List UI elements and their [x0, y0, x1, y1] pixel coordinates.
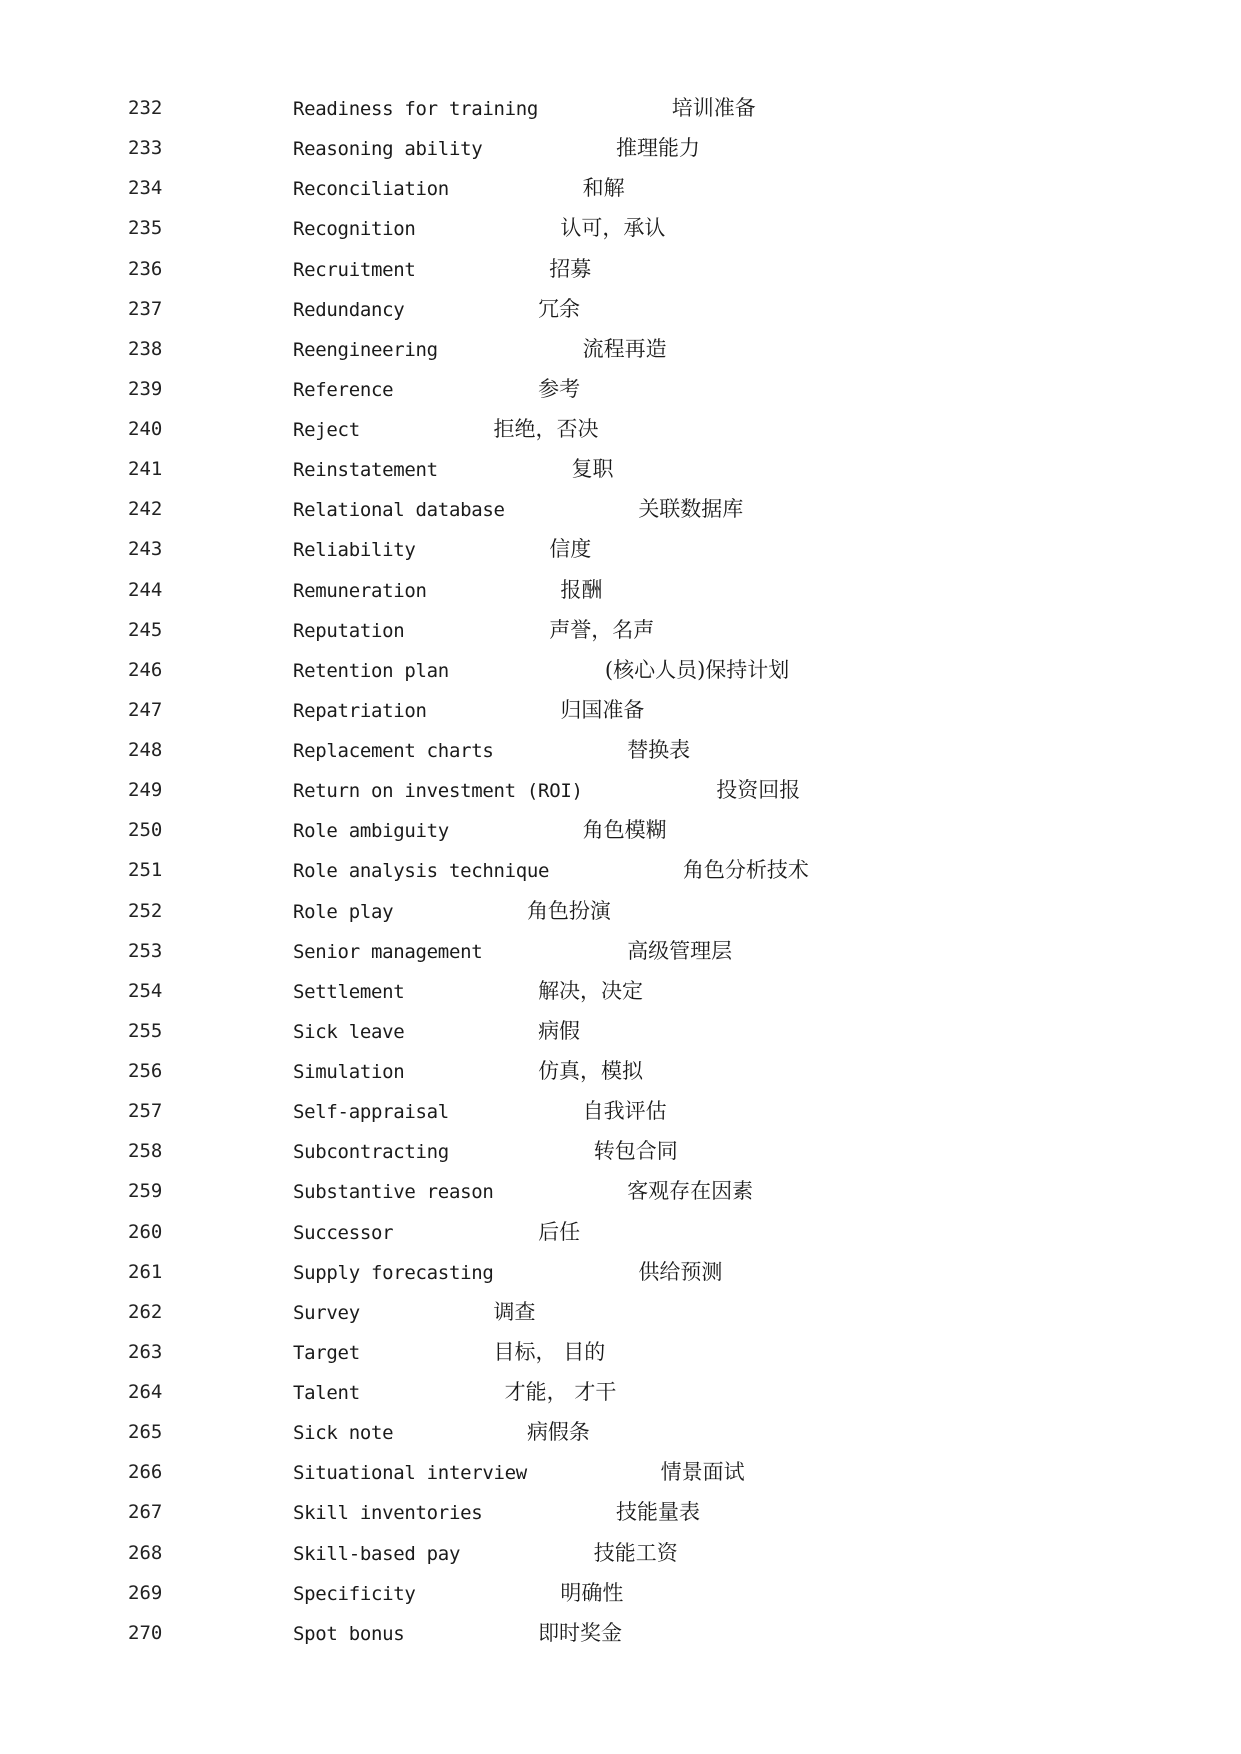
chinese-translation: 声誉，名声: [549, 617, 655, 642]
term-line: [293, 979, 643, 1005]
term-line: [293, 537, 591, 563]
english-term: Reference: [293, 378, 394, 401]
entry-number: 234: [128, 177, 163, 200]
chinese-translation: 报酬: [560, 577, 603, 602]
chinese-translation: 转包合同: [593, 1139, 678, 1164]
chinese-translation: 调查: [493, 1299, 536, 1324]
english-term: Reputation: [293, 619, 405, 642]
list-item: [0, 778, 1241, 818]
term-spacer: [393, 379, 538, 401]
term-line: [293, 939, 732, 965]
chinese-translation: 信度: [549, 537, 592, 562]
english-term: Role analysis technique: [293, 860, 550, 883]
english-term: Senior management: [293, 940, 483, 963]
term-line: [293, 738, 690, 764]
term-line: [293, 1099, 667, 1125]
chinese-translation: 技能量表: [616, 1500, 701, 1525]
list-item: [0, 939, 1241, 979]
entry-number: 235: [128, 217, 163, 240]
term-spacer: [416, 259, 550, 281]
term-spacer: [416, 218, 561, 240]
list-item: [0, 979, 1241, 1019]
term-line: [293, 417, 599, 443]
chinese-translation: 冗余: [538, 296, 581, 321]
term-line: [293, 377, 580, 403]
entry-number: 264: [128, 1381, 163, 1403]
list-item: [0, 1220, 1241, 1260]
term-spacer: [427, 580, 561, 602]
term-line: [293, 1581, 623, 1607]
chinese-translation: 角色扮演: [526, 898, 611, 923]
entry-number: 259: [128, 1180, 163, 1203]
english-term: Supply forecasting: [293, 1261, 494, 1284]
term-spacer: [393, 1222, 538, 1244]
list-item: [0, 1260, 1241, 1300]
entry-number: 249: [128, 779, 163, 802]
english-term: Spot bonus: [293, 1622, 405, 1645]
english-term: Skill-based pay: [293, 1542, 461, 1565]
chinese-translation: 病假条: [526, 1420, 590, 1445]
list-item: [0, 1541, 1241, 1581]
list-item: [0, 1139, 1241, 1179]
entry-number: 241: [128, 458, 163, 481]
english-term: Role ambiguity: [293, 820, 449, 843]
term-spacer: [538, 98, 672, 120]
chinese-translation: 归国准备: [560, 697, 645, 722]
english-term: Subcontracting: [293, 1141, 449, 1164]
entry-number: 252: [128, 899, 163, 922]
english-term: Relational database: [293, 499, 505, 522]
term-spacer: [393, 1422, 527, 1444]
term-line: [293, 618, 654, 644]
entry-number: 233: [128, 137, 163, 160]
term-spacer: [404, 1061, 538, 1083]
entry-number: 256: [128, 1060, 163, 1082]
term-line: [293, 698, 644, 724]
term-spacer: [527, 1462, 661, 1484]
english-term: Reliability: [293, 539, 416, 562]
entry-number: 263: [128, 1340, 163, 1363]
term-line: [293, 1300, 536, 1326]
term-line: [293, 1220, 580, 1246]
chinese-translation: 后任: [538, 1219, 581, 1244]
term-line: [293, 1621, 622, 1647]
term-spacer: [404, 1021, 538, 1043]
list-item: [0, 618, 1241, 658]
chinese-translation: 解决，决定: [538, 978, 644, 1003]
english-term: Substantive reason: [293, 1181, 494, 1204]
list-item: [0, 337, 1241, 377]
term-spacer: [583, 780, 717, 802]
entry-number: 245: [128, 618, 163, 641]
chinese-translation: 明确性: [560, 1580, 624, 1605]
english-term: Reengineering: [293, 338, 438, 361]
term-spacer: [360, 1382, 505, 1404]
english-term: Reasoning ability: [293, 138, 483, 161]
term-line: [293, 297, 580, 323]
list-item: [0, 698, 1241, 738]
list-item: [0, 1059, 1241, 1099]
english-term: Survey: [293, 1301, 360, 1324]
term-line: [293, 899, 611, 925]
chinese-translation: 技能工资: [593, 1540, 678, 1565]
entry-number: 239: [128, 377, 163, 400]
list-item: [0, 176, 1241, 216]
term-spacer: [482, 138, 616, 160]
term-spacer: [438, 459, 572, 481]
term-spacer: [404, 981, 538, 1003]
english-term: Recognition: [293, 218, 416, 241]
list-item: [0, 1380, 1241, 1420]
list-item: [0, 417, 1241, 457]
chinese-translation: 才能， 才干: [504, 1380, 617, 1404]
list-item: [0, 96, 1241, 136]
english-term: Reject: [293, 419, 360, 441]
term-line: [293, 1500, 700, 1526]
term-spacer: [416, 1583, 561, 1605]
list-item: [0, 297, 1241, 337]
entry-number: 253: [128, 939, 163, 962]
english-term: Simulation: [293, 1061, 405, 1083]
term-spacer: [416, 539, 550, 561]
term-spacer: [449, 1141, 594, 1163]
term-spacer: [482, 1502, 616, 1524]
chinese-translation: 即时奖金: [538, 1620, 623, 1645]
english-term: Successor: [293, 1221, 394, 1244]
term-line: [293, 578, 602, 604]
english-term: Repatriation: [293, 699, 427, 722]
list-item: [0, 578, 1241, 618]
list-item: [0, 818, 1241, 858]
term-line: [293, 216, 665, 242]
term-spacer: [360, 1302, 494, 1324]
entry-number: 270: [128, 1621, 163, 1644]
term-spacer: [494, 1181, 628, 1203]
english-term: Specificity: [293, 1582, 416, 1605]
english-term: Skill inventories: [293, 1502, 483, 1525]
term-spacer: [427, 700, 561, 722]
term-spacer: [438, 339, 583, 361]
term-spacer: [404, 620, 549, 642]
term-line: [293, 1460, 745, 1486]
entry-number: 240: [128, 418, 163, 440]
list-item: [0, 1300, 1241, 1340]
chinese-translation: 客观存在因素: [627, 1179, 754, 1204]
term-line: [293, 457, 613, 483]
term-spacer: [449, 660, 605, 682]
term-spacer: [404, 299, 538, 321]
english-term: Readiness for training: [293, 98, 539, 120]
term-spacer: [494, 740, 628, 762]
term-line: [293, 1019, 580, 1045]
list-item: [0, 1420, 1241, 1460]
english-term: Reconciliation: [293, 178, 449, 201]
english-term: Self-appraisal: [293, 1101, 449, 1124]
term-spacer: [460, 1543, 594, 1565]
list-item: [0, 257, 1241, 297]
chinese-translation: 自我评估: [582, 1099, 667, 1124]
list-item: [0, 1621, 1241, 1661]
list-item: [0, 1179, 1241, 1219]
entry-number: 265: [128, 1421, 163, 1444]
english-term: Return on investment (ROI): [293, 780, 583, 803]
term-spacer: [360, 1342, 494, 1364]
entry-number: 232: [128, 97, 163, 119]
term-line: [293, 497, 743, 523]
list-item: [0, 377, 1241, 417]
chinese-translation: 仿真，模拟: [538, 1059, 644, 1083]
term-line: [293, 818, 667, 844]
term-line: [293, 1139, 678, 1165]
chinese-translation: 供给预测: [638, 1259, 723, 1284]
glossary-list: [0, 96, 1241, 1661]
term-spacer: [404, 1623, 538, 1645]
entry-number: 268: [128, 1541, 163, 1564]
term-line: [293, 778, 800, 804]
chinese-translation: 替换表: [627, 738, 691, 762]
term-line: [293, 96, 756, 122]
entry-number: 248: [128, 739, 163, 761]
term-spacer: [549, 860, 683, 882]
term-line: [293, 858, 809, 884]
list-item: [0, 457, 1241, 497]
entry-number: 255: [128, 1019, 163, 1042]
chinese-translation: 招募: [549, 256, 592, 281]
term-spacer: [505, 499, 639, 521]
term-line: [293, 1340, 605, 1366]
entry-number: 251: [128, 859, 163, 882]
chinese-translation: 角色模糊: [582, 818, 667, 843]
chinese-translation: 角色分析技术: [682, 858, 809, 883]
entry-number: 254: [128, 979, 163, 1002]
chinese-translation: 情景面试: [660, 1460, 745, 1485]
term-line: [293, 176, 625, 202]
chinese-translation: 培训准备: [671, 96, 756, 120]
english-term: Target: [293, 1341, 360, 1364]
chinese-translation: 复职: [571, 457, 614, 482]
term-spacer: [494, 1262, 639, 1284]
list-item: [0, 537, 1241, 577]
chinese-translation: 目标， 目的: [493, 1339, 606, 1364]
entry-number: 238: [128, 337, 163, 360]
entry-number: 257: [128, 1100, 163, 1123]
chinese-translation: 和解: [582, 176, 625, 201]
entry-number: 246: [128, 658, 163, 681]
term-spacer: [449, 178, 583, 200]
chinese-translation: 参考: [538, 376, 581, 401]
term-spacer: [449, 820, 583, 842]
chinese-translation: (核心人员)保持计划: [604, 657, 790, 682]
term-line: [293, 136, 700, 162]
english-term: Situational interview: [293, 1462, 527, 1485]
chinese-translation: 投资回报: [716, 778, 801, 803]
entry-number: 260: [128, 1220, 163, 1243]
english-term: Replacement charts: [293, 740, 494, 762]
english-term: Talent: [293, 1382, 360, 1404]
entry-number: 269: [128, 1581, 163, 1604]
term-line: [293, 337, 667, 363]
chinese-translation: 推理能力: [616, 136, 701, 161]
english-term: Remuneration: [293, 579, 427, 602]
term-line: [293, 1179, 753, 1205]
entry-number: 236: [128, 257, 163, 280]
english-term: Redundancy: [293, 298, 405, 321]
english-term: Retention plan: [293, 659, 449, 682]
list-item: [0, 738, 1241, 778]
chinese-translation: 流程再造: [582, 336, 667, 361]
entry-number: 266: [128, 1461, 163, 1484]
term-line: [293, 1260, 722, 1286]
term-line: [293, 1380, 616, 1406]
list-item: [0, 1099, 1241, 1139]
term-spacer: [482, 941, 627, 963]
term-spacer: [360, 419, 494, 441]
list-item: [0, 136, 1241, 176]
term-line: [293, 257, 591, 283]
english-term: Recruitment: [293, 258, 416, 281]
list-item: [0, 1340, 1241, 1380]
list-item: [0, 858, 1241, 898]
english-term: Reinstatement: [293, 459, 438, 482]
list-item: [0, 658, 1241, 698]
term-spacer: [449, 1101, 583, 1123]
entry-number: 250: [128, 819, 163, 842]
list-item: [0, 497, 1241, 537]
term-spacer: [393, 901, 527, 923]
chinese-translation: 高级管理层: [627, 938, 733, 963]
entry-number: 258: [128, 1140, 163, 1163]
english-term: Sick note: [293, 1422, 394, 1445]
term-line: [293, 1541, 678, 1567]
list-item: [0, 1019, 1241, 1059]
list-item: [0, 899, 1241, 939]
entry-number: 242: [128, 498, 163, 521]
chinese-translation: 病假: [538, 1018, 581, 1043]
english-term: Sick leave: [293, 1020, 405, 1043]
english-term: Settlement: [293, 980, 405, 1003]
term-line: [293, 658, 789, 684]
entry-number: 247: [128, 698, 163, 721]
chinese-translation: 拒绝，否决: [493, 417, 599, 441]
list-item: [0, 1500, 1241, 1540]
entry-number: 244: [128, 578, 163, 601]
entry-number: 243: [128, 538, 163, 561]
list-item: [0, 1581, 1241, 1621]
term-line: [293, 1059, 643, 1085]
entry-number: 261: [128, 1260, 163, 1283]
chinese-translation: 认可，承认: [560, 216, 666, 241]
english-term: Role play: [293, 900, 394, 923]
list-item: [0, 216, 1241, 256]
list-item: [0, 1460, 1241, 1500]
entry-number: 262: [128, 1300, 163, 1323]
entry-number: 267: [128, 1501, 163, 1524]
term-line: [293, 1420, 590, 1446]
chinese-translation: 关联数据库: [638, 497, 744, 522]
entry-number: 237: [128, 297, 163, 320]
